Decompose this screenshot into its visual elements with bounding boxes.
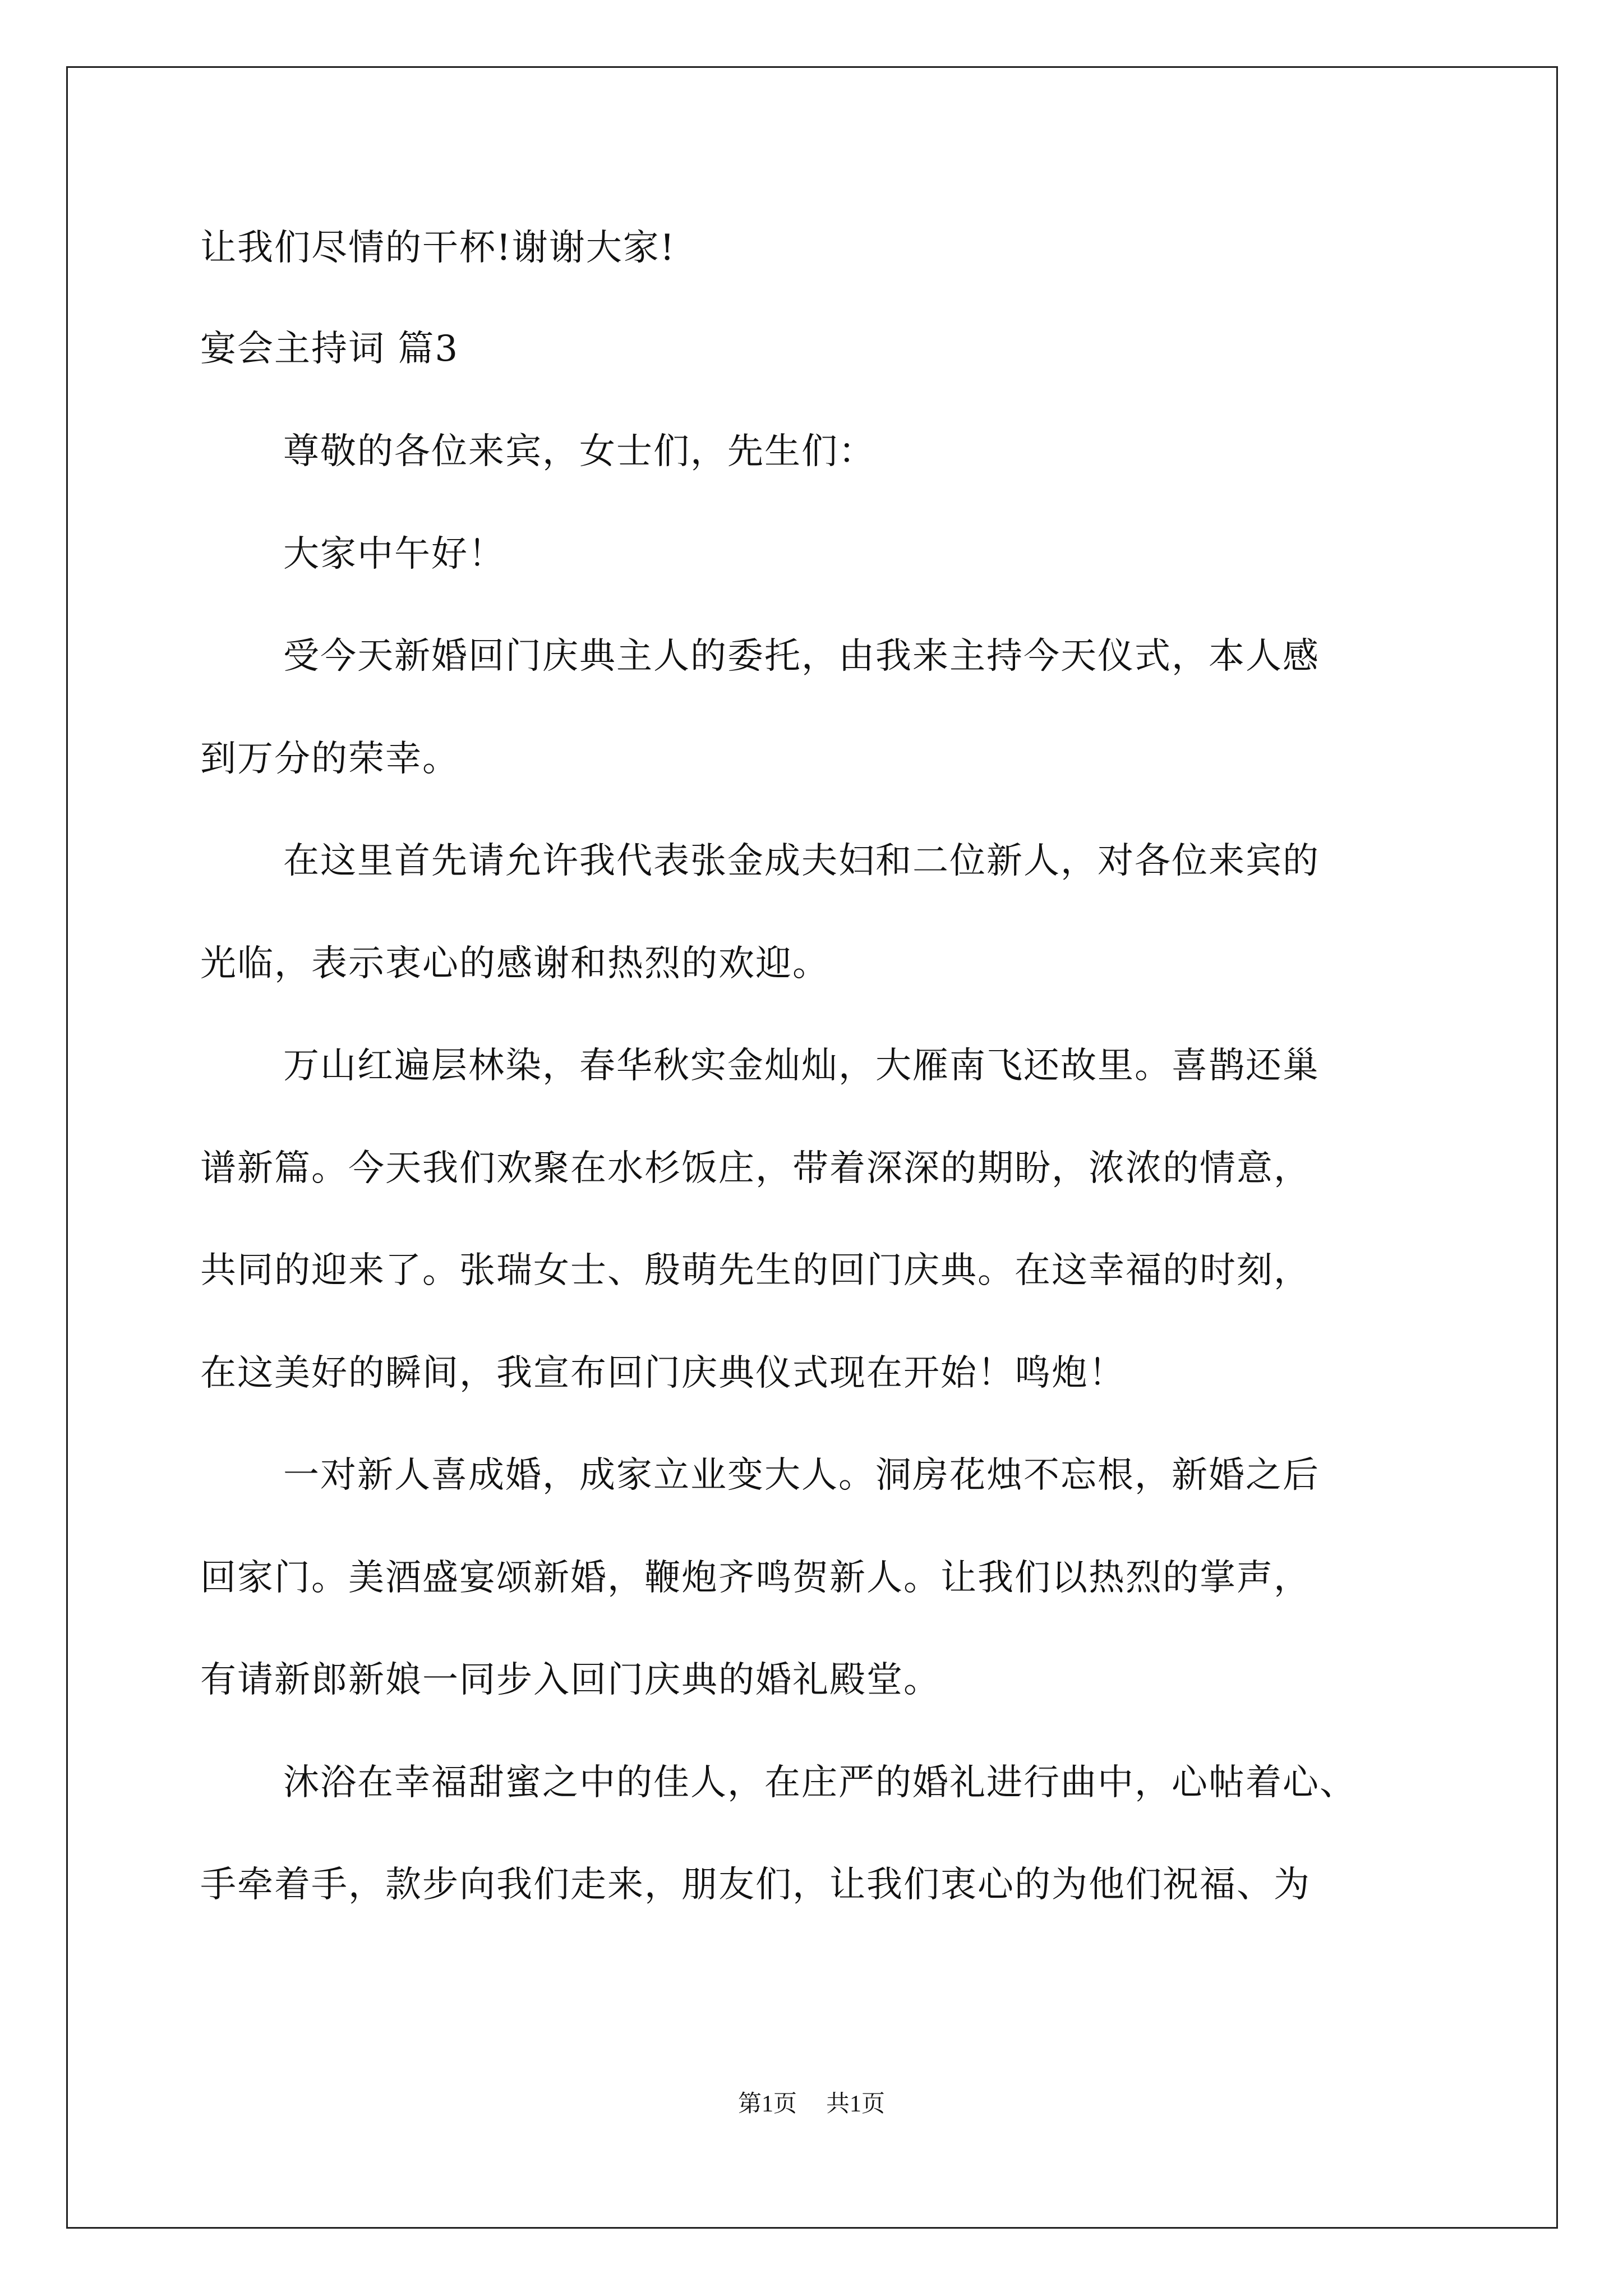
paragraph-3-line-2: 谱新篇。今天我们欢聚在水杉饭庄，带着深深的期盼，浓浓的情意， [200,1148,1311,1189]
text-line-1: 让我们尽情的干杯!谢谢大家! [200,227,676,269]
paragraph-1-line-1: 受今天新婚回门庆典主人的委托，由我来主持今天仪式，本人感 [283,636,1320,677]
paragraph-3-line-4: 在这美好的瞬间，我宣布回门庆典仪式现在开始！鸣炮！ [200,1352,1126,1394]
text-line-hello: 大家中午好！ [283,533,505,575]
text-line-greeting: 尊敬的各位来宾，女士们，先生们： [283,431,875,472]
paragraph-2-line-1: 在这里首先请允许我代表张金成夫妇和二位新人，对各位来宾的 [283,840,1320,882]
page-footer [0,2092,1623,2116]
paragraph-3-line-3: 共同的迎来了。张瑞女士、殷萌先生的回门庆典。在这幸福的时刻， [200,1250,1311,1291]
page-number: 第1页 [737,2091,797,2117]
paragraph-2-line-2: 光临，表示衷心的感谢和热烈的欢迎。 [200,943,829,984]
paragraph-1-line-2: 到万分的荣幸。 [200,738,459,780]
paragraph-3-line-1: 万山红遍层林染，春华秋实金灿灿，大雁南飞还故里。喜鹊还巢 [283,1045,1320,1087]
page-total: 共1页 [826,2091,886,2117]
paragraph-5-line-2: 手牵着手，款步向我们走来，朋友们，让我们衷心的为他们祝福、为 [200,1864,1311,1906]
paragraph-4-line-3: 有请新郎新娘一同步入回门庆典的婚礼殿堂。 [200,1659,940,1701]
paragraph-4-line-2: 回家门。美酒盛宴颂新婚，鞭炮齐鸣贺新人。让我们以热烈的掌声， [200,1557,1311,1599]
section-heading: 宴会主持词 篇3 [200,328,459,370]
paragraph-4-line-1: 一对新人喜成婚，成家立业变大人。洞房花烛不忘根，新婚之后 [283,1455,1320,1496]
paragraph-5-line-1: 沐浴在幸福甜蜜之中的佳人，在庄严的婚礼进行曲中，心帖着心、 [283,1762,1357,1803]
